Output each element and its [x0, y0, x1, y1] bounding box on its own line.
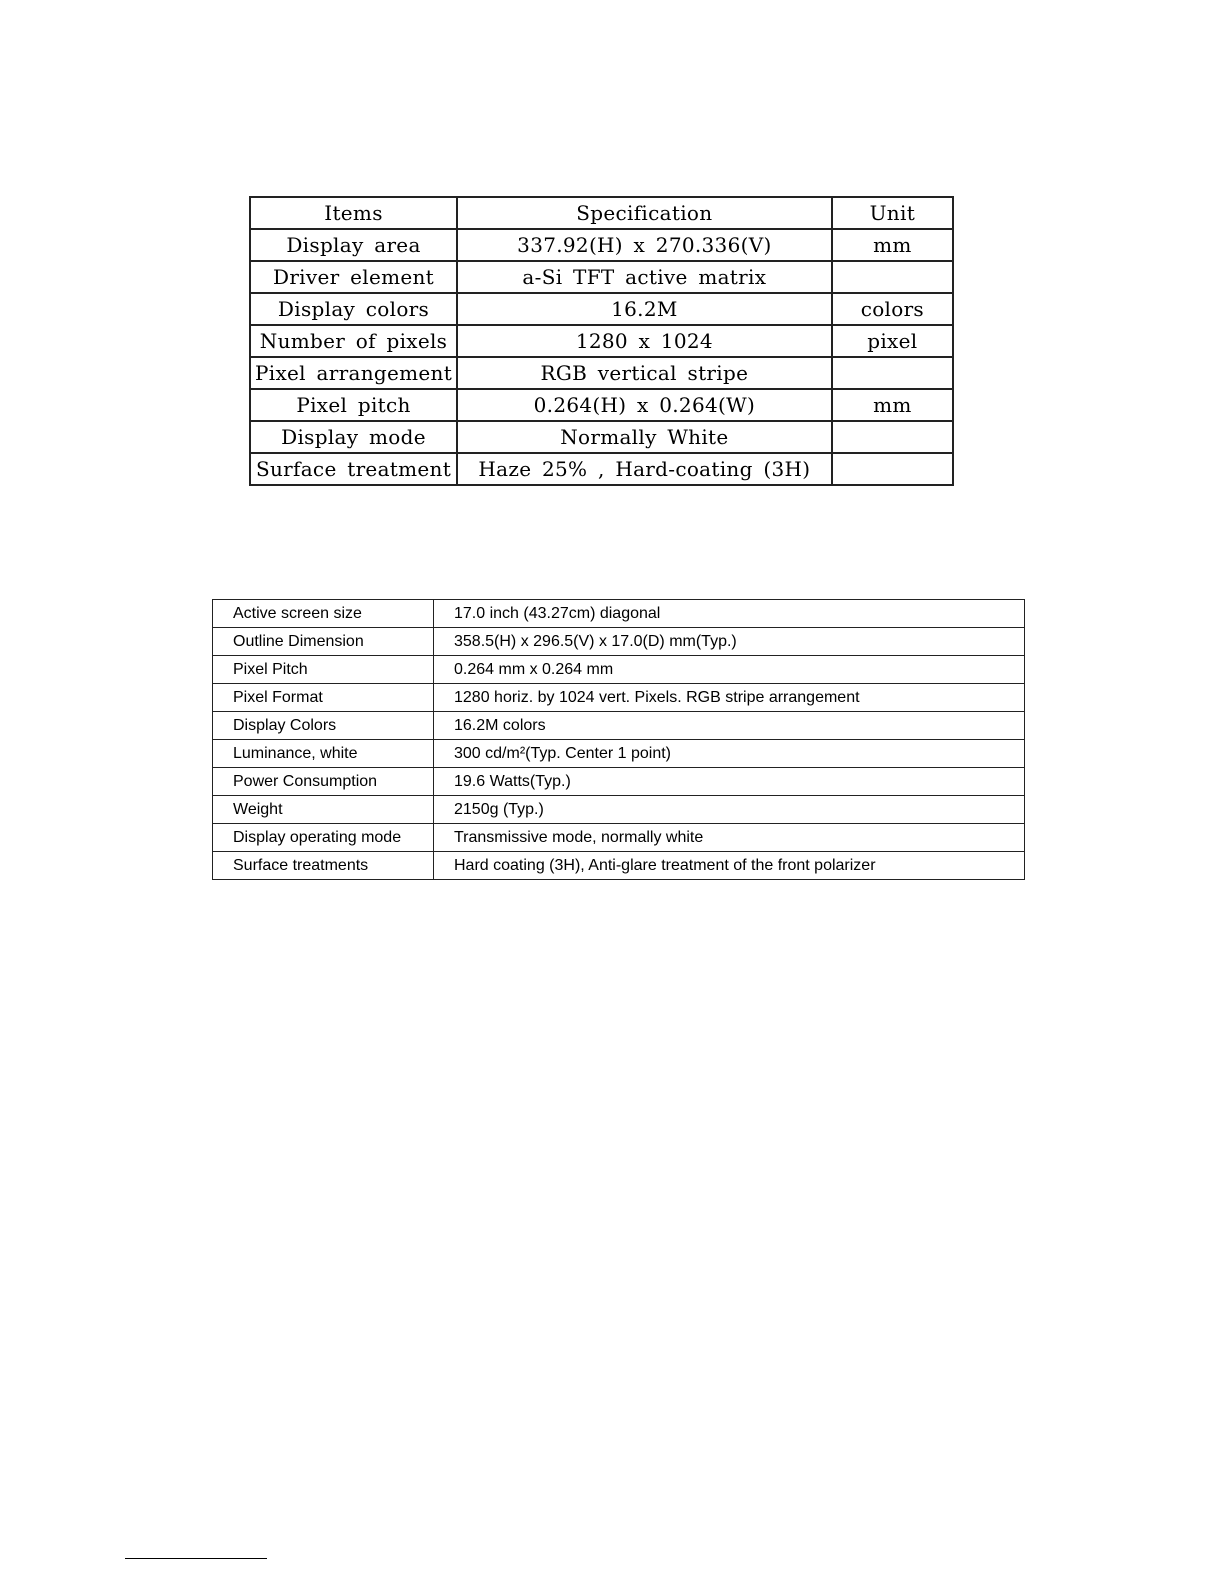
table-row — [250, 293, 953, 325]
spec-cell: 0.264(H) x 0.264(W) — [457, 389, 832, 421]
footnote-divider — [125, 1558, 267, 1559]
unit-cell: mm — [832, 229, 953, 261]
table-row — [250, 261, 953, 293]
unit-cell: mm — [832, 389, 953, 421]
spec-cell: 1280 x 1024 — [457, 325, 832, 357]
spec-key: Display Colors — [213, 712, 434, 740]
header-items: Items — [250, 197, 457, 229]
spec-key: Active screen size — [213, 600, 434, 628]
spec-value: 1280 horiz. by 1024 vert. Pixels. RGB stripe arrangement — [434, 684, 1025, 712]
unit-cell — [832, 261, 953, 293]
spec-key: Luminance, white — [213, 740, 434, 768]
spec-key: Power Consumption — [213, 768, 434, 796]
item-cell: Display colors — [250, 293, 457, 325]
table-row — [250, 421, 953, 453]
item-cell: Pixel pitch — [250, 389, 457, 421]
spec-cell: 16.2M — [457, 293, 832, 325]
item-cell: Driver element — [250, 261, 457, 293]
table-row — [213, 824, 1025, 852]
spec-cell: 337.92(H) x 270.336(V) — [457, 229, 832, 261]
table-row — [250, 389, 953, 421]
spec-value: 16.2M colors — [434, 712, 1025, 740]
spec-table-general — [212, 599, 1025, 880]
table-row — [213, 796, 1025, 824]
table-header-row — [250, 197, 953, 229]
table-row — [213, 600, 1025, 628]
spec-value: 17.0 inch (43.27cm) diagonal — [434, 600, 1025, 628]
spec-key: Pixel Format — [213, 684, 434, 712]
spec-cell: a-Si TFT active matrix — [457, 261, 832, 293]
table-row — [213, 684, 1025, 712]
item-cell: Number of pixels — [250, 325, 457, 357]
table-row — [250, 357, 953, 389]
unit-cell: colors — [832, 293, 953, 325]
table-row — [250, 229, 953, 261]
table-row — [213, 768, 1025, 796]
spec-value: 19.6 Watts(Typ.) — [434, 768, 1025, 796]
spec-key: Weight — [213, 796, 434, 824]
spec-value: 2150g (Typ.) — [434, 796, 1025, 824]
item-cell: Display area — [250, 229, 457, 261]
header-specification: Specification — [457, 197, 832, 229]
item-cell: Display mode — [250, 421, 457, 453]
spec-cell: Normally White — [457, 421, 832, 453]
spec-cell: RGB vertical stripe — [457, 357, 832, 389]
unit-cell — [832, 421, 953, 453]
table-row — [213, 852, 1025, 880]
spec-value: Transmissive mode, normally white — [434, 824, 1025, 852]
unit-cell — [832, 357, 953, 389]
spec-key: Outline Dimension — [213, 628, 434, 656]
spec-key: Surface treatments — [213, 852, 434, 880]
item-cell: Surface treatment — [250, 453, 457, 485]
spec-table-primary — [249, 196, 954, 486]
spec-key: Pixel Pitch — [213, 656, 434, 684]
item-cell: Pixel arrangement — [250, 357, 457, 389]
unit-cell: pixel — [832, 325, 953, 357]
spec-key: Display operating mode — [213, 824, 434, 852]
table-row — [213, 656, 1025, 684]
table-row — [250, 325, 953, 357]
table-row — [213, 712, 1025, 740]
spec-value: Hard coating (3H), Anti-glare treatment of the front polarizer — [434, 852, 1025, 880]
table-row — [250, 453, 953, 485]
spec-cell: Haze 25% , Hard-coating (3H) — [457, 453, 832, 485]
table-row — [213, 740, 1025, 768]
spec-value: 358.5(H) x 296.5(V) x 17.0(D) mm(Typ.) — [434, 628, 1025, 656]
spec-value: 300 cd/m²(Typ. Center 1 point) — [434, 740, 1025, 768]
unit-cell — [832, 453, 953, 485]
table-row — [213, 628, 1025, 656]
spec-value: 0.264 mm x 0.264 mm — [434, 656, 1025, 684]
header-unit: Unit — [832, 197, 953, 229]
